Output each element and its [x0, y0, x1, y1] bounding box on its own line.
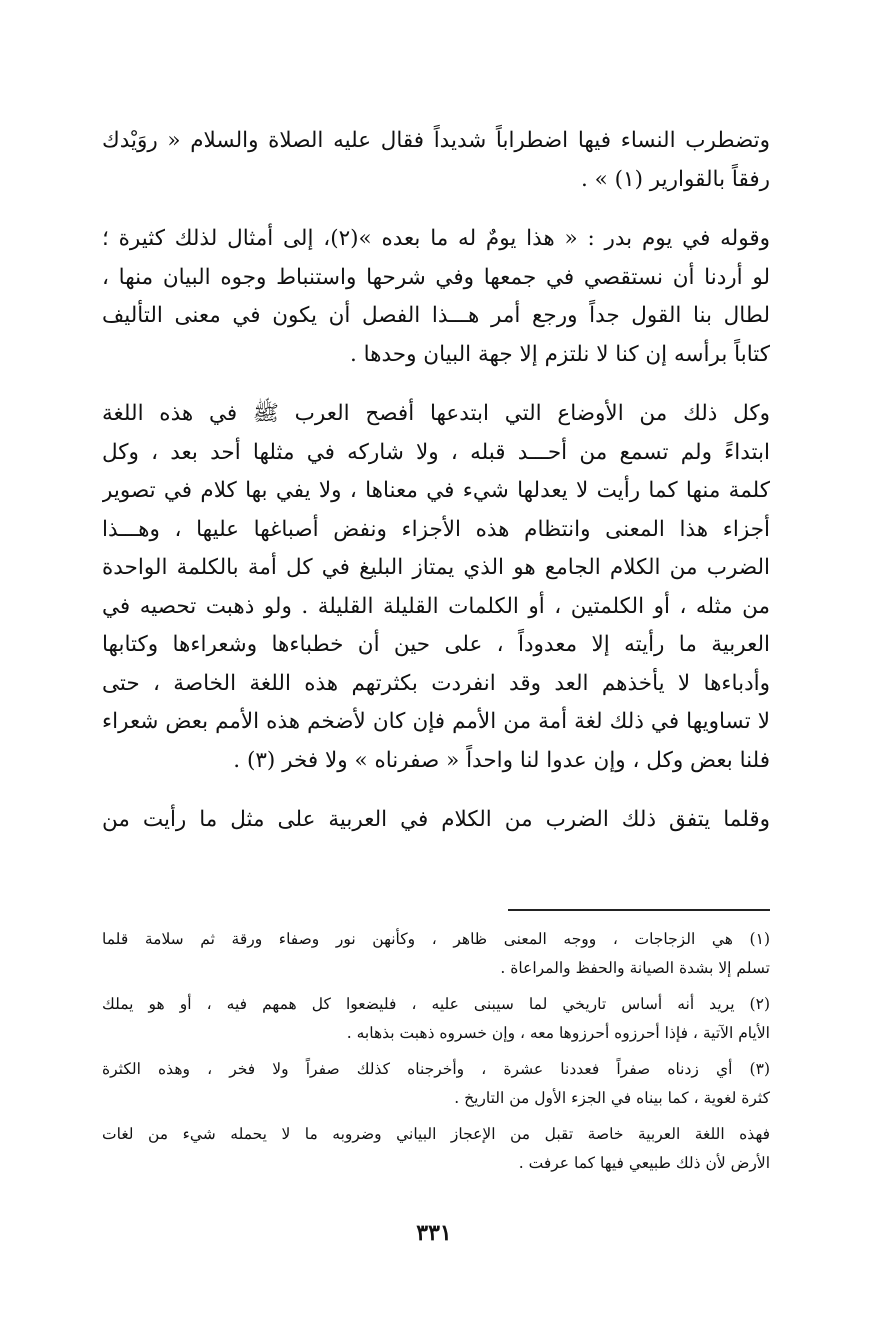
paragraph	[102, 395, 770, 780]
text-line: وتضطرب النساء فيها اضطراباً شديداً فقال عليه الصلاة والسلام « روَيْدك	[102, 128, 770, 153]
footnote-line: فهذه اللغة العربية خاصة تقبل من الإعجاز البياني وضروبه ما لا يحمله شيء من لغات	[102, 1125, 770, 1143]
footnote	[102, 1120, 770, 1177]
text-line: من مثله ، أو الكلمتين ، أو الكلمات القليلة القليلة . ولو ذهبت تحصيه في	[102, 593, 770, 619]
text-line: العربية ما رأيته إلا معدوداً ، على حين أن خطباءها وشعراءها وكتابها	[102, 632, 770, 657]
text-line: الضرب من الكلام الجامع هو الذي يمتاز البليغ في كل أمة بالكلمة الواحدة	[102, 555, 770, 580]
footnote-line: الأرض لأن ذلك طبيعي فيها كما عرفت .	[518, 1153, 770, 1172]
text-line: كتاباً برأسه إن كنا لا نلتزم إلا جهة البيان وحدها .	[349, 341, 770, 367]
footnote-line: الأيام الآتية ، فإذا أحرزوه أحرزوها معه ، وإن خسروه ذهبت بذهابه .	[346, 1023, 770, 1042]
footnotes	[102, 925, 770, 1185]
footnote	[102, 990, 770, 1047]
text-line: وقلما يتفق ذلك الضرب من الكلام في العربية على مثل ما رأيت من	[102, 807, 770, 832]
footnote-line: كثرة لغوية ، كما بيناه في الجزء الأول من التاريخ .	[454, 1088, 770, 1107]
footnote-line: (٣) أي زدناه صفراً فعددنا عشرة ، وأخرجناه كذلك صفراً ولا فخر ، وهذه الكثرة	[102, 1060, 770, 1078]
footnote-separator	[508, 909, 770, 911]
text-line: وأدباءها لا يأخذهم العد وقد انفردت بكثرتهم هذه اللغة الخاصة ، حتى	[102, 670, 770, 696]
paragraph	[102, 122, 770, 199]
page-number: ٣٣١	[416, 1220, 452, 1246]
footnote-line: تسلم إلا بشدة الصيانة والحفظ والمراعاة .	[500, 958, 770, 977]
text-line: لطال بنا القول جداً ورجع أمر هـــذا الفصل أن يكون في معنى التأليف	[102, 303, 770, 328]
text-line: رفقاً بالقوارير (١) » .	[580, 166, 770, 192]
footnote	[102, 1055, 770, 1112]
text-line: أجزاء هذا المعنى وانتظام هذه الأجزاء ونفض أصباغها عليها ، وهـــذا	[102, 516, 770, 542]
paragraph	[102, 801, 770, 840]
text-line: فلنا بعض وكل ، وإن عدوا لنا واحداً « صفرناه » ولا فخر (٣) .	[233, 747, 770, 773]
text-line: ابتداءً ولم تسمع من أحـــد قبله ، ولا شاركه في مثلها أحد بعد ، وكل	[102, 439, 770, 465]
text-line: لو أردنا أن نستقصي في جمعها وفي شرحها واستنباط وجوه البيان منها ،	[102, 264, 770, 290]
text-line: لا تساويها في ذلك لغة أمة من الأمم فإن كان لأضخم هذه الأمم بعض شعراء	[102, 709, 770, 734]
paragraph	[102, 220, 770, 374]
footnote-line: (١) هي الزجاجات ، ووجه المعنى ظاهر ، وكأنهن نور وصفاء ورقة ثم سلامة قلما	[102, 930, 770, 948]
footnote	[102, 925, 770, 982]
text-line: كلمة منها كما رأيت لا يعدلها شيء في معناها ، ولا يفي بها كلام في تصوير	[102, 478, 770, 503]
main-text	[102, 122, 770, 861]
footnote-line: (٢) يريد أنه أساس تاريخي لما سيبنى عليه ، فليضعوا كل همهم فيه ، أو هو يملك	[102, 995, 770, 1013]
text-line: وكل ذلك من الأوضاع التي ابتدعها أفصح العرب ﷺ في هذه اللغة	[102, 401, 770, 426]
text-line: وقوله في يوم بدر : « هذا يومٌ له ما بعده »(٢)، إلى أمثال لذلك كثيرة ؛	[102, 226, 770, 251]
